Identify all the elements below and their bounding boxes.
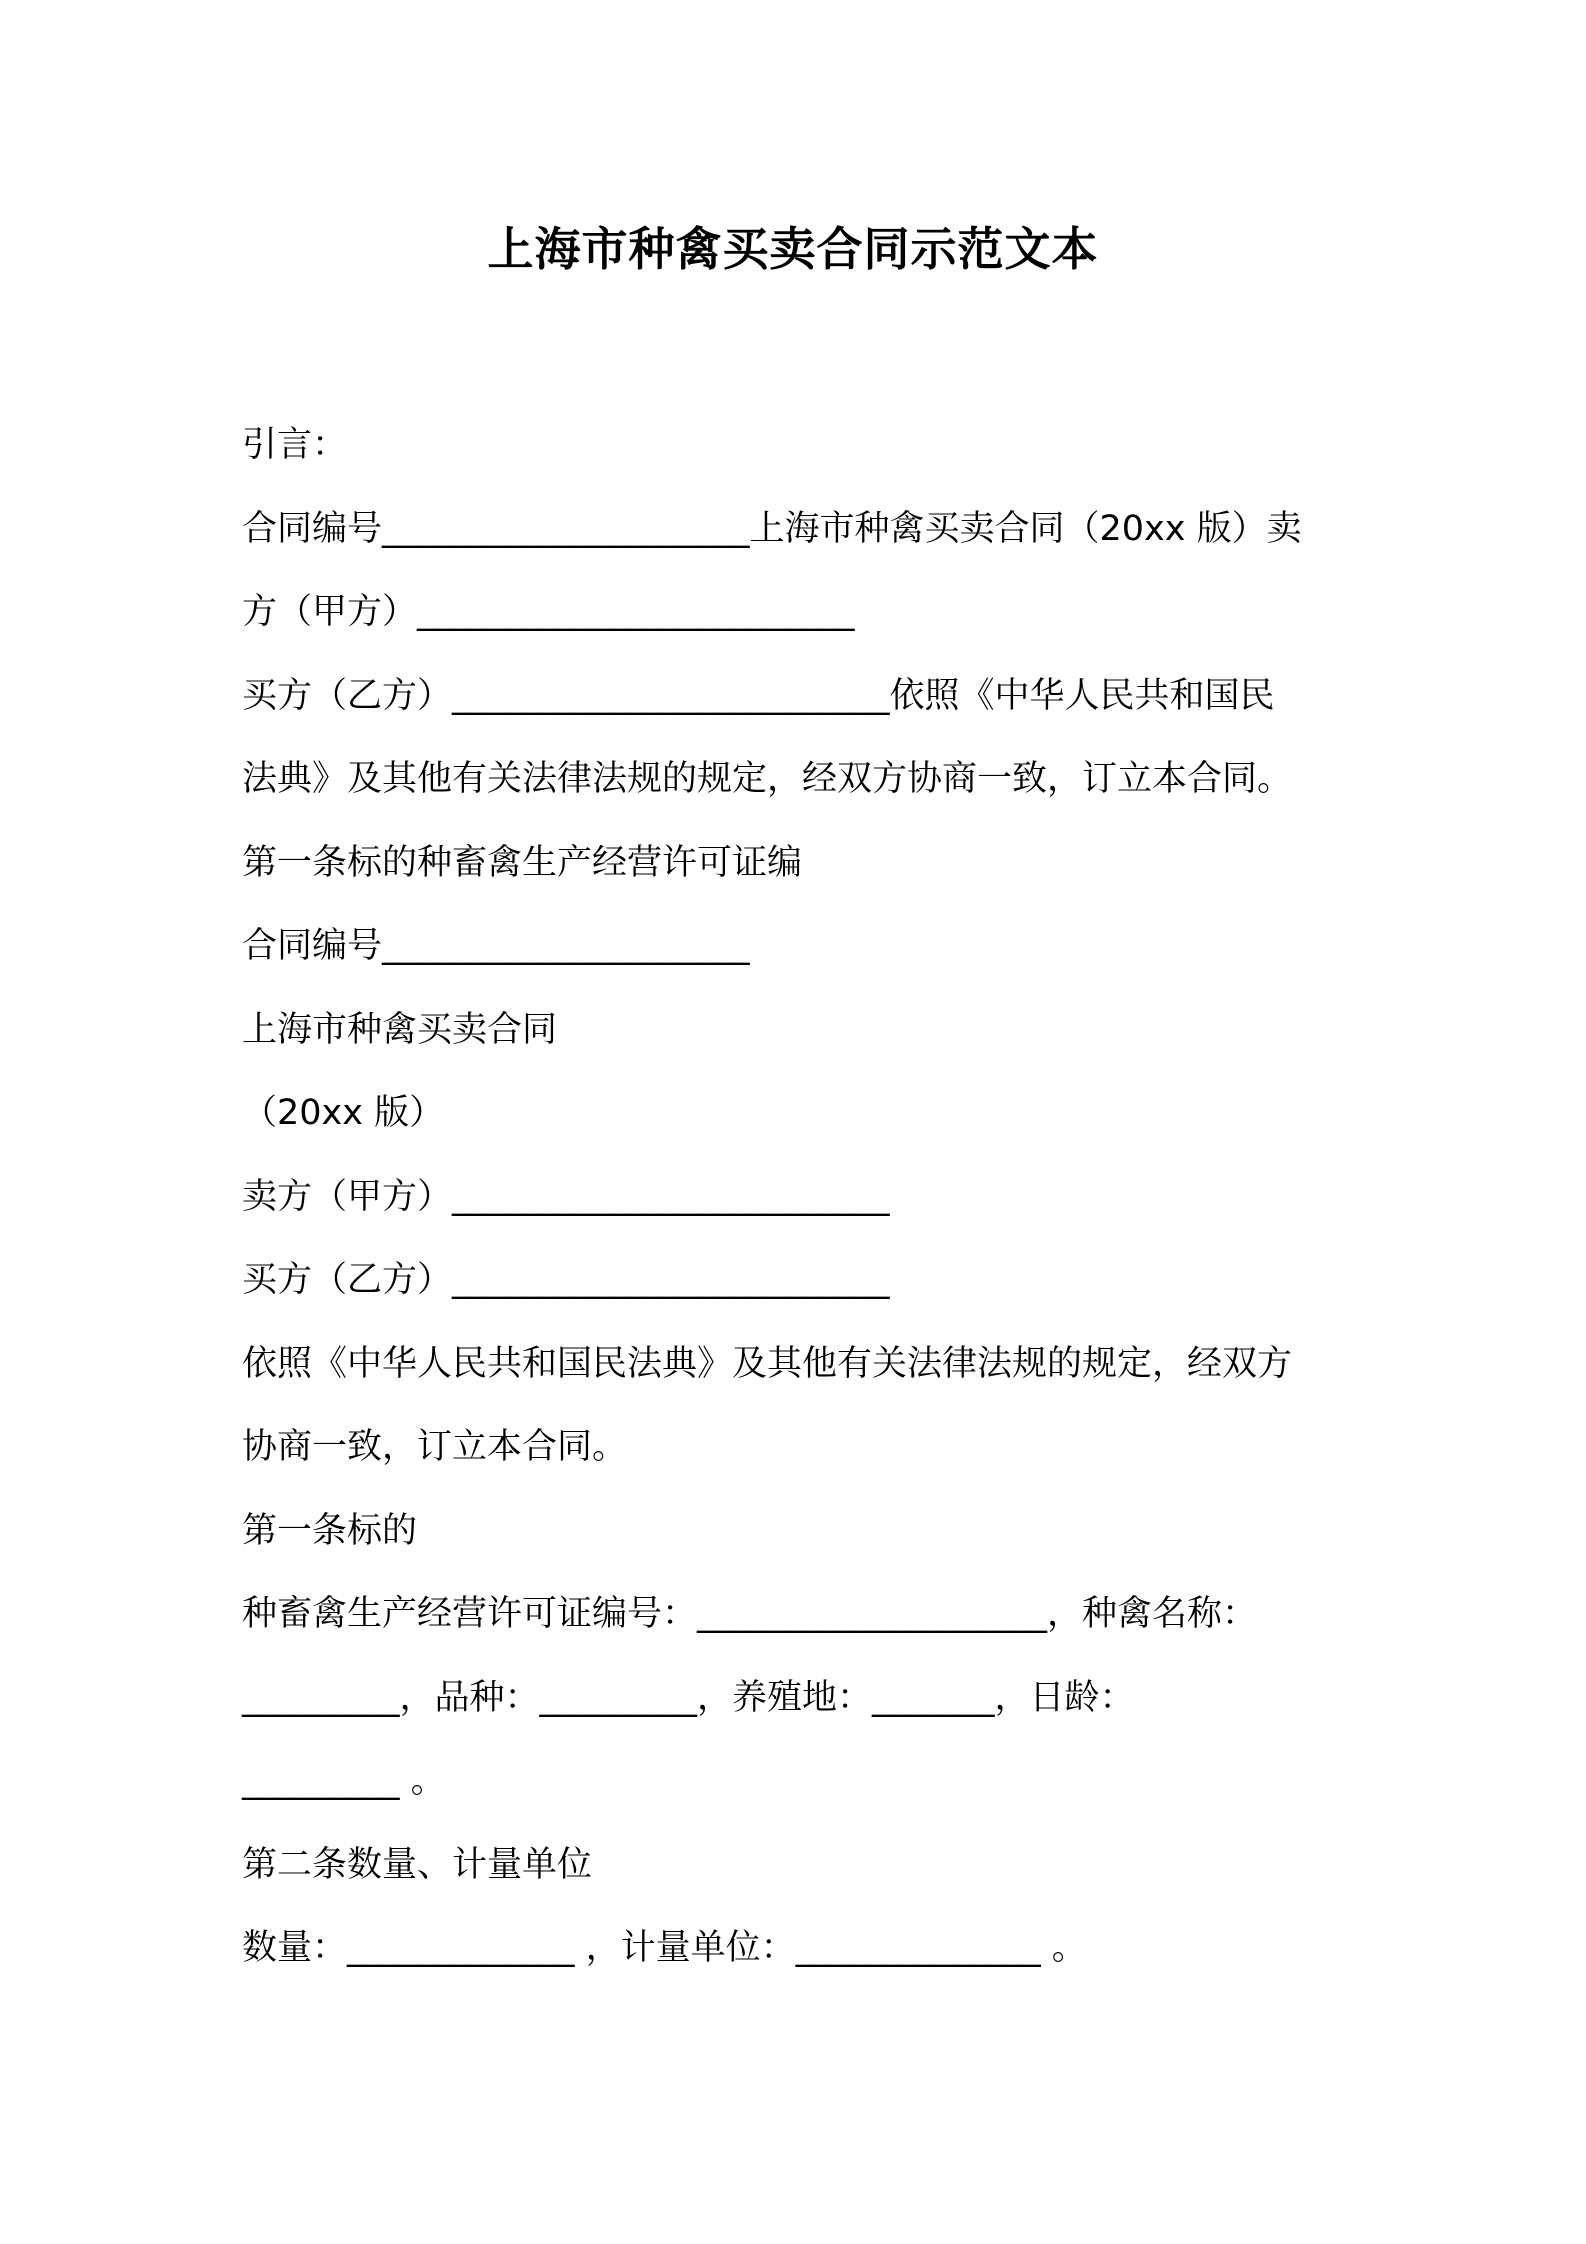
text-line: _________ 。: [242, 1761, 446, 1801]
text-line: 数量：_____________ ，计量单位：______________ 。: [242, 1928, 1087, 1968]
section-heading: 第一条标的: [242, 1510, 418, 1551]
text-line: 方（甲方）_________________________: [242, 592, 855, 632]
text-line: 种畜禽生产经营许可证编号：____________________，种禽名称：: [242, 1594, 1258, 1634]
section-heading: 第一条标的种畜禽生产经营许可证编: [242, 842, 803, 883]
text-line: _________，品种：_________，养殖地：_______，日龄：: [242, 1677, 1135, 1718]
seller-line: 卖方（甲方）_________________________: [242, 1176, 890, 1217]
section-heading: 第二条数量、计量单位: [242, 1844, 593, 1885]
contract-version-line: （20xx 版）: [242, 1093, 445, 1133]
section-intro-heading: 引言：: [242, 425, 348, 465]
text-line: 协商一致，订立本合同。: [242, 1427, 628, 1467]
text-line: 法典》及其他有关法律法规的规定，经双方协商一致，订立本合同。: [242, 759, 1293, 799]
text-line: 买方（乙方）_________________________依照《中华人民共和国民: [242, 675, 1275, 716]
contract-number-line: 合同编号_____________________: [242, 926, 750, 966]
text-line: 合同编号_____________________上海市种禽买卖合同（20xx 版）卖: [242, 508, 1302, 549]
buyer-line: 买方（乙方）_________________________: [242, 1260, 890, 1300]
text-line: 依照《中华人民共和国民法典》及其他有关法律法规的规定，经双方: [242, 1343, 1293, 1384]
document-title: 上海市种禽买卖合同示范文本: [487, 222, 1099, 276]
document-body: [242, 404, 1362, 1991]
contract-name-line: 上海市种禽买卖合同: [242, 1009, 558, 1050]
